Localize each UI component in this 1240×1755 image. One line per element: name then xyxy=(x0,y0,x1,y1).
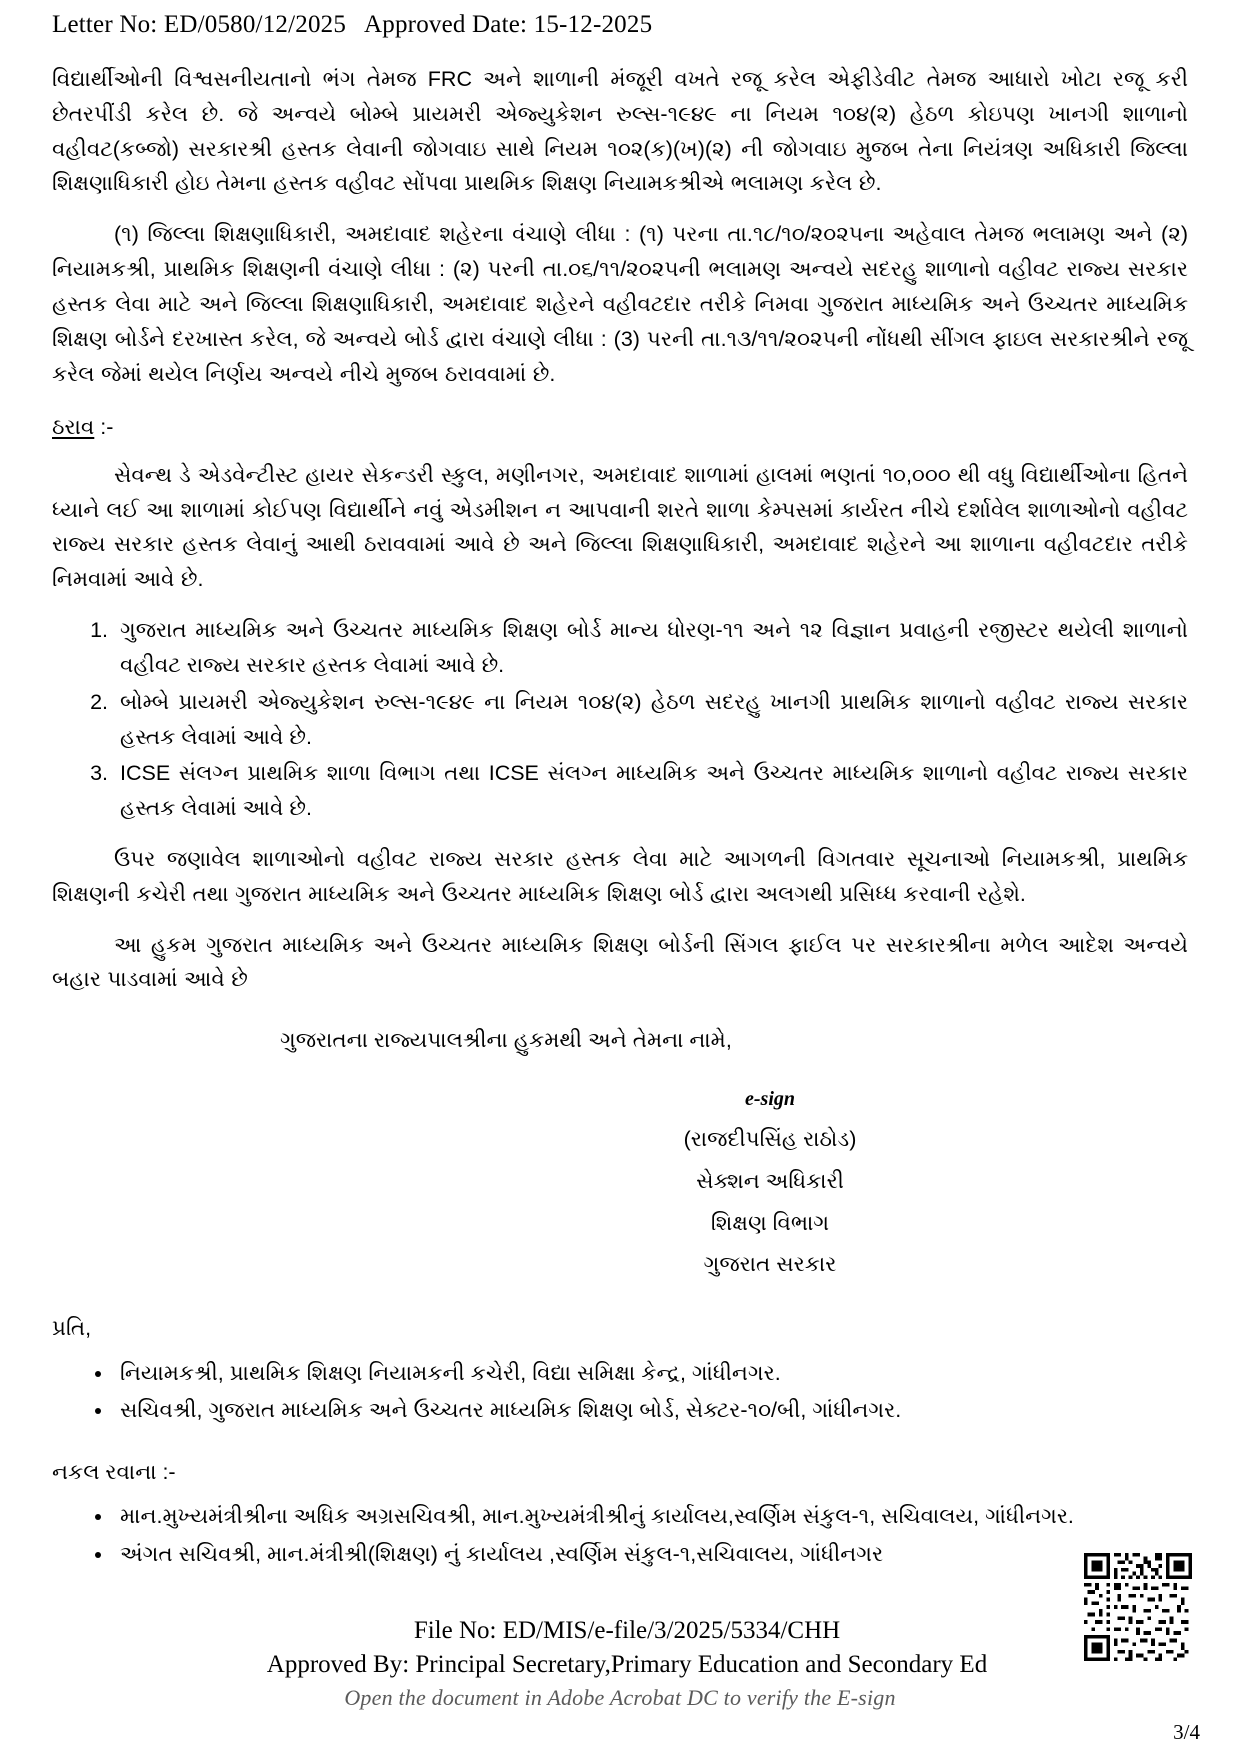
signatory-designation: સેક્શન અધિકારી xyxy=(696,1168,844,1193)
signature-intro: ગુજરાતના રાજ્યપાલશ્રીના હુકમથી અને તેમના નામે, xyxy=(280,1028,732,1053)
list-item: 3. ICSE સંલગ્ન પ્રાથમિક શાળા વિભાગ તથા ICSE સંલગ્ન માધ્યમિક અને ઉચ્ચતર માધ્યમિક શાળાનો વહીવટ રાજ્ય સરકાર હસ્તક લેવામાં આવે છે. xyxy=(114,756,1188,826)
verify-note: Open the document in Adobe Acrobat DC to verify the E-sign xyxy=(344,1685,896,1710)
paragraph-1: વિદ્યાર્થીઓની વિશ્વસનીયતાનો ભંગ તેમજ FRC અને શાળાની મંજૂરી વખતે રજૂ કરેલ એફીડેવીટ તેમજ આધારો ખોટા રજૂ કરી છેતરપીંડી કરેલ છે. જે અન્વયે બોમ્બે પ્રાયમરી એજ્યુકેશન રુલ્સ-૧૯૪૯ ના નિયમ ૧૦૪(૨) હેઠળ કોઇપણ ખાનગી શાળાનો વહીવટ(કબ્જો) સરકારશ્રી હસ્તક લેવાની જોગવાઇ સાથે નિયમ ૧૦૨(ક)(ખ)(૨) ની જોગવાઇ મુજબ તેના નિયંત્રણ અધિકારી જિલ્લા શિક્ષણાધિકારી હોઇ તેમના હસ્તક વહીવટ સોંપવા પ્રાથમિક શિક્ષણ નિયામકશ્રીએ ભલામણ કરેલ છે. xyxy=(52,67,1188,196)
paragraph-2: (૧) જિલ્લા શિક્ષણાધિકારી, અમદાવાદ શહેરના વંચાણે લીધા : (૧) પરના તા.૧૮/૧૦/૨૦૨૫ના અહેવાલ તેમજ ભલામણ અને (૨) નિયામકશ્રી, પ્રાથમિક શિક્ષણની વંચાણે લીધા : (૨) પરની તા.૦૬/૧૧/૨૦૨૫ની ભલામણ અન્વયે સદરહુ શાળાનો વહીવટ રાજ્ય સરકાર હસ્તક લેવા માટે અને જિલ્લા શિક્ષણાધિકારી, અમદાવાદ શહેરને વહીવટદાર તરીકે નિમવા ગુજરાત માધ્યમિક અને ઉચ્ચતર માધ્યમિક શિક્ષણ બોર્ડને દરખાસ્ત કરેલ, જે અન્વયે બોર્ડ દ્વારા વંચાણે લીધા : (3) પરની તા.૧૩/૧૧/૨૦૨૫ની નોંધથી સીંગલ ફાઇલ સરકારશ્રીને રજૂ કરેલ જેમાં થયેલ નિર્ણય અન્વયે નીચે મુજબ ઠરાવવામાં છે. xyxy=(52,222,1188,386)
signatory-name: (રાજદીપસિંહ રાઠોડ) xyxy=(683,1126,857,1151)
paragraph-3: સેવન્થ ડે એડવેન્ટીસ્ટ હાયર સેકન્ડરી સ્કુલ, મણીનગર, અમદાવાદ શાળામાં હાલમાં ભણતાં ૧૦,૦૦૦ થી વધુ વિદ્યાર્થીઓના હિતને ધ્યાને લઈ આ શાળામાં કોઈપણ વિદ્યાર્થીને નવું એડમીશન ન આપવાની શરતે શાળા કેમ્પસમાં કાર્યરત નીચે દર્શાવેલ શાળાઓનો વહીવટ રાજ્ય સરકાર હસ્તક લેવાનું આથી ઠરાવવામાં આવે છે અને જિલ્લા શિક્ષણાધિકારી, અમદાવાદ શહેરને આ શાળાના વહીવટદાર તરીકે નિમવામાં આવે છે. xyxy=(52,462,1188,592)
document-footer xyxy=(0,1614,1240,1711)
prati-label: પ્રતિ, xyxy=(52,1316,92,1341)
paragraph-5: આ હુકમ ગુજરાત માધ્યમિક અને ઉચ્ચતર માધ્યમિક શિક્ષણ બોર્ડની સિંગલ ફાઈલ પર સરકારશ્રીના મળેલ આદેશ અન્વયે બહાર પાડવામાં આવે છે xyxy=(52,932,1188,992)
list-item: • અંગત સચિવશ્રી, માન.મંત્રીશ્રી(શિક્ષણ) નું કાર્યાલય ,સ્વર્ણિમ સંકુલ-૧,સચિવાલય, ગાંધીનગર xyxy=(114,1536,1188,1574)
approved-by: Approved By: Principal Secretary,Primary Education and Secondary Ed xyxy=(266,1650,988,1678)
nakal-list xyxy=(52,1498,1188,1573)
file-number: File No: ED/MIS/e-file/3/2025/5334/CHH xyxy=(413,1617,841,1644)
list-item: 2. બોમ્બે પ્રાયમરી એજ્યુકેશન રુલ્સ-૧૯૪૯ ના નિયમ ૧૦૪(૨) હેઠળ સદરહુ ખાનગી પ્રાથમિક શાળાનો વહીવટ રાજ્ય સરકાર હસ્તક લેવામાં આવે છે. xyxy=(114,685,1188,755)
signature-block xyxy=(52,1080,1188,1287)
resolution-heading-suffix: :- xyxy=(94,415,114,440)
letter-header: Letter No: ED/0580/12/2025 Approved Date: 15-12-2025 xyxy=(52,11,653,38)
list-item: • નિયામકશ્રી, પ્રાથમિક શિક્ષણ નિયામકની કચેરી, વિદ્યા સમિક્ષા કેન્દ્ર, ગાંધીનગર. xyxy=(114,1355,1188,1393)
page-number: 3/4 xyxy=(1173,1720,1200,1744)
list-item: • સચિવશ્રી, ગુજરાત માધ્યમિક અને ઉચ્ચતર માધ્યમિક શિક્ષણ બોર્ડ, સેક્ટર-૧૦/બી, ગાંધીનગર. xyxy=(114,1392,1188,1430)
nakal-label: નકલ રવાના :- xyxy=(52,1459,176,1484)
paragraph-4: ઉપર જણાવેલ શાળાઓનો વહીવટ રાજ્ય સરકાર હસ્તક લેવા માટે આગળની વિગતવાર સૂચનાઓ નિયામકશ્રી, પ્રાથમિક શિક્ષણની કચેરી તથા ગુજરાત માધ્યમિક અને ઉચ્ચતર માધ્યમિક શિક્ષણ બોર્ડ દ્વારા અલગથી પ્રસિધ્ધ કરવાની રહેશે. xyxy=(52,846,1188,906)
list-item: • માન.મુખ્યમંત્રીશ્રીના અધિક અગ્રસચિવશ્રી, માન.મુખ્યમંત્રીશ્રીનું કાર્યાલય,સ્વર્ણિમ સંકુલ-૧, સચિવાલય, ગાંધીનગર. xyxy=(114,1498,1188,1536)
esign-label: e-sign xyxy=(745,1087,795,1110)
resolution-heading xyxy=(52,411,1188,443)
prati-list xyxy=(52,1355,1188,1430)
resolution-list xyxy=(52,613,1188,826)
resolution-heading-text: ઠરાવ xyxy=(52,415,95,440)
list-item: 1. ગુજરાત માધ્યમિક અને ઉચ્ચતર માધ્યમિક શિક્ષણ બોર્ડ માન્ય ધોરણ-૧૧ અને ૧૨ વિજ્ઞાન પ્રવાહની રજીસ્ટર થયેલી શાળાનો વહીવટ રાજ્ય સરકાર હસ્તક લેવામાં આવે છે. xyxy=(114,613,1188,683)
signatory-government: ગુજરાત સરકાર xyxy=(703,1252,837,1277)
signatory-department: શિક્ષણ વિભાગ xyxy=(710,1210,830,1235)
